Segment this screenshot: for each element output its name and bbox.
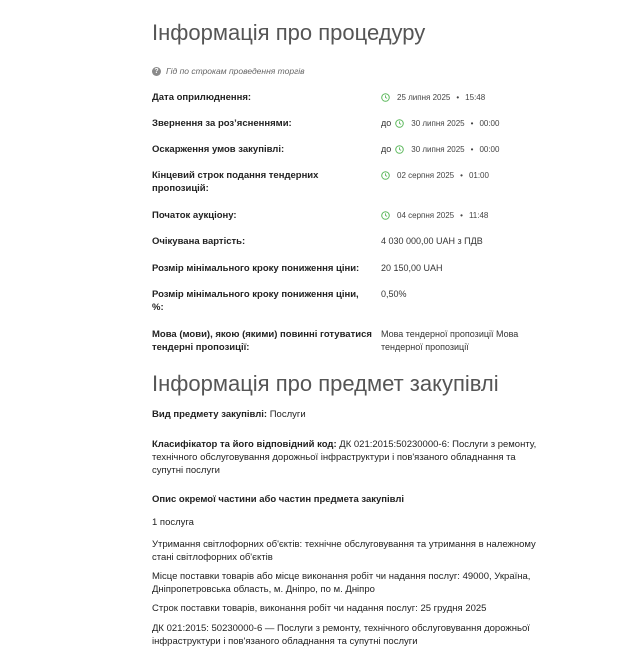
quantity: 1 послуга [152,517,194,528]
row-expected-value [152,235,632,248]
row-value [381,169,489,182]
clock-icon [395,145,404,154]
row-auction-start [152,209,632,222]
clock-icon [395,119,404,128]
row-label: Кінцевий строк подання тендерних пропозицій: [152,170,319,194]
help-link[interactable] [152,65,452,77]
row-value [381,143,499,156]
clock-icon [381,211,390,220]
date: 25 липня 2025 [397,93,451,102]
separator-dot: • [456,93,460,102]
time: 01:00 [468,171,489,180]
time: 00:00 [479,145,500,154]
subject-type-label: Вид предмету закупівлі: [152,409,268,420]
delivery-term: Строк поставки товарів, виконання робіт чи надання послуг: 25 грудня 2025 [152,603,487,614]
date: 04 серпня 2025 [397,211,455,220]
date: 30 липня 2025 [411,119,465,128]
time: 00:00 [479,119,500,128]
classifier [152,438,537,477]
help-link-text[interactable]: Гід по строкам проведення торгів [166,66,305,76]
lot-heading: Опис окремої частини або частин предмета закупівлі [152,494,405,505]
expected-value: 4 030 000,00 UAH з ПДВ [381,236,483,246]
row-label: Розмір мінімального кроку пониження ціни, %: [152,289,359,313]
row-language [152,328,632,354]
row-min-step-pct [152,288,632,314]
question-icon: ? [152,67,161,76]
row-label: Мова (мови), якою (якими) повинні готуватися тендерні пропозиції: [152,329,372,353]
row-label: Звернення за роз’ясненнями: [152,118,292,129]
subject-type-value: Послуги [269,409,306,420]
delivery-place: Місце поставки товарів або місце виконання робіт чи надання послуг: 49000, Україна, Дніпропетровська область, м. Дніпро, по м. Дніпро [152,571,531,595]
row-label: Дата оприлюднення: [152,92,252,103]
row-value [381,209,488,222]
item-name: Утримання світлофорних об'єктів: технічне обслуговування та утримання в належному стані світлофорних об'єктів [152,539,536,563]
separator-dot: • [460,171,463,180]
row-label: Розмір мінімального кроку пониження ціни: [152,263,360,274]
date: 02 серпня 2025 [397,171,455,180]
prefix: до [381,118,392,128]
subject-type [152,408,537,421]
item-classifier: ДК 021:2015: 50230000-6 — Послуги з ремонту, технічного обслуговування дорожньої інфраструктури і пов'язаного обладнання та супутні послуги [152,623,530,647]
row-value [381,91,485,104]
classifier-label: Класифікатор та його відповідний код: [152,439,337,450]
time: 15:48 [465,93,486,102]
row-appeal [152,143,632,156]
procedure-title: Інформація про процедуру [152,20,426,45]
min-step-pct-value: 0,50% [381,289,407,299]
subject-title: Інформація про предмет закупівлі [152,371,499,396]
row-label: Оскарження умов закупівлі: [152,144,285,155]
classifier-value: ДК 021:2015:50230000-6: Послуги з ремонту, технічного обслуговування дорожньої інфраструктури і пов'язаного обладнання та супутні послуги [152,439,537,476]
date: 30 липня 2025 [411,145,465,154]
row-deadline [152,169,632,195]
row-value [381,117,499,130]
separator-dot: • [470,145,474,154]
separator-dot: • [460,211,463,220]
row-label: Початок аукціону: [152,210,237,221]
row-publication-date [152,91,632,104]
time: 11:48 [468,211,489,220]
row-clarifications [152,117,632,130]
separator-dot: • [470,119,474,128]
row-min-step [152,262,632,275]
clock-icon [381,93,390,102]
clock-icon [381,171,390,180]
row-label: Очікувана вартість: [152,236,246,247]
language-value: Мова тендерної пропозиції Мова тендерної пропозиції [381,329,519,352]
prefix: до [381,144,392,154]
min-step-value: 20 150,00 UAH [381,263,443,273]
